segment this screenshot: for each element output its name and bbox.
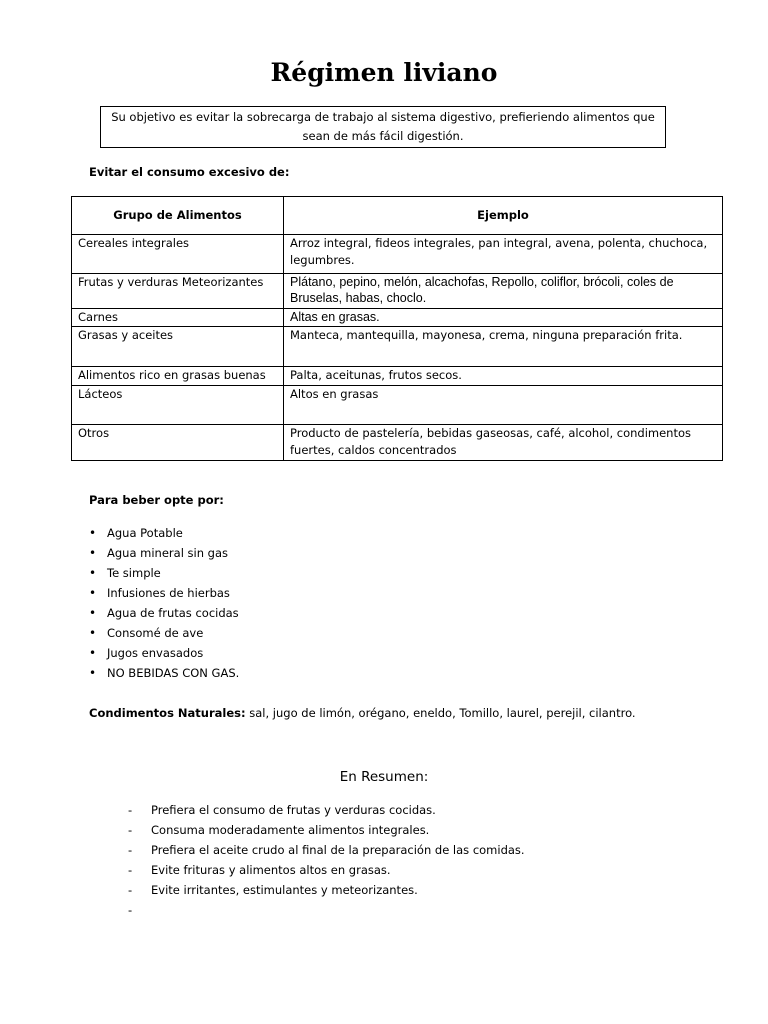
table-row — [72, 425, 723, 461]
avoid-heading: Evitar el consumo excesivo de: — [89, 165, 290, 179]
list-item-text: Prefiera el aceite crudo al final de la preparación de las comidas. — [151, 843, 525, 857]
dash-marker: - — [128, 863, 133, 877]
list-item-text: Jugos envasados — [107, 646, 204, 660]
list-item — [89, 643, 239, 663]
condiments-label: Condimentos Naturales: — [89, 706, 246, 720]
table-cell-example: Producto de pastelería, bebidas gaseosas, café, alcohol, condimentos fuertes, caldos concentrados — [284, 425, 723, 461]
list-item-text: Consuma moderadamente alimentos integrales. — [151, 823, 430, 837]
food-groups-table — [71, 196, 723, 461]
list-item — [89, 663, 239, 683]
table-cell-example: Palta, aceitunas, frutos secos. — [284, 367, 723, 386]
list-item-text: Te simple — [107, 566, 161, 580]
list-item — [89, 563, 239, 583]
dash-marker: - — [128, 803, 133, 817]
bullet-icon: • — [89, 626, 97, 640]
list-item-text: Evite frituras y alimentos altos en grasas. — [151, 863, 391, 877]
condiments-text: sal, jugo de limón, orégano, eneldo, Tomillo, laurel, perejil, cilantro. — [245, 706, 636, 720]
drink-list — [89, 523, 239, 683]
table-row — [72, 386, 723, 425]
list-item — [128, 840, 525, 860]
objective-box: Su objetivo es evitar la sobrecarga de trabajo al sistema digestivo, prefieriendo alimentos que sean de más fácil digestión. — [100, 106, 666, 148]
list-item-text: Consomé de ave — [107, 626, 204, 640]
dash-marker: - — [128, 903, 133, 917]
table-cell-group: Carnes — [72, 309, 284, 327]
table-header-example: Ejemplo — [284, 197, 723, 235]
table-row — [72, 274, 723, 309]
list-item-text: Prefiera el consumo de frutas y verduras cocidas. — [151, 803, 436, 817]
bullet-icon: • — [89, 586, 97, 600]
dash-marker: - — [128, 823, 133, 837]
bullet-icon: • — [89, 546, 97, 560]
table-cell-example: Arroz integral, fideos integrales, pan integral, avena, polenta, chuchoca, legumbres. — [284, 235, 723, 274]
bullet-icon: • — [89, 606, 97, 620]
dash-marker: - — [128, 843, 133, 857]
table-row — [72, 235, 723, 274]
document-title: Régimen liviano — [270, 58, 498, 87]
list-item — [89, 623, 239, 643]
bullet-icon: • — [89, 666, 97, 680]
list-item — [89, 583, 239, 603]
bullet-icon: • — [89, 566, 97, 580]
list-item — [128, 860, 525, 880]
table-header-row — [72, 197, 723, 235]
bullet-icon: • — [89, 646, 97, 660]
summary-list — [128, 800, 525, 920]
list-item-text: Evite irritantes, estimulantes y meteorizantes. — [151, 883, 418, 897]
bullet-icon: • — [89, 526, 97, 540]
list-item — [128, 900, 525, 920]
list-item-text: Agua mineral sin gas — [107, 546, 229, 560]
table-cell-group: Lácteos — [72, 386, 284, 425]
list-item — [89, 543, 239, 563]
dash-marker: - — [128, 883, 133, 897]
list-item-text: Agua de frutas cocidas — [107, 606, 239, 620]
list-item — [128, 880, 525, 900]
table-cell-example: Manteca, mantequilla, mayonesa, crema, ninguna preparación frita. — [284, 327, 723, 367]
list-item-text: NO BEBIDAS CON GAS. — [107, 666, 240, 680]
summary-heading: En Resumen: — [339, 769, 429, 785]
table-cell-group: Frutas y verduras Meteorizantes — [72, 274, 284, 309]
drink-heading: Para beber opte por: — [89, 493, 224, 507]
table-cell-group: Otros — [72, 425, 284, 461]
list-item-text: Agua Potable — [107, 526, 183, 540]
list-item-text: Infusiones de hierbas — [107, 586, 230, 600]
list-item — [89, 523, 239, 543]
table-cell-example: Plátano, pepino, melón, alcachofas, Repollo, coliflor, brócoli, coles de Bruselas, habas, choclo. — [284, 274, 723, 309]
table-row — [72, 367, 723, 386]
table-cell-group: Alimentos rico en grasas buenas — [72, 367, 284, 386]
table-cell-group: Cereales integrales — [72, 235, 284, 274]
table-row — [72, 327, 723, 367]
list-item — [128, 800, 525, 820]
table-row — [72, 309, 723, 327]
table-cell-group: Grasas y aceites — [72, 327, 284, 367]
table-header-group: Grupo de Alimentos — [72, 197, 284, 235]
list-item — [89, 603, 239, 623]
list-item — [128, 820, 525, 840]
condiments-line — [89, 704, 636, 722]
table-cell-example: Altas en grasas. — [284, 309, 723, 327]
table-cell-example: Altos en grasas — [284, 386, 723, 425]
